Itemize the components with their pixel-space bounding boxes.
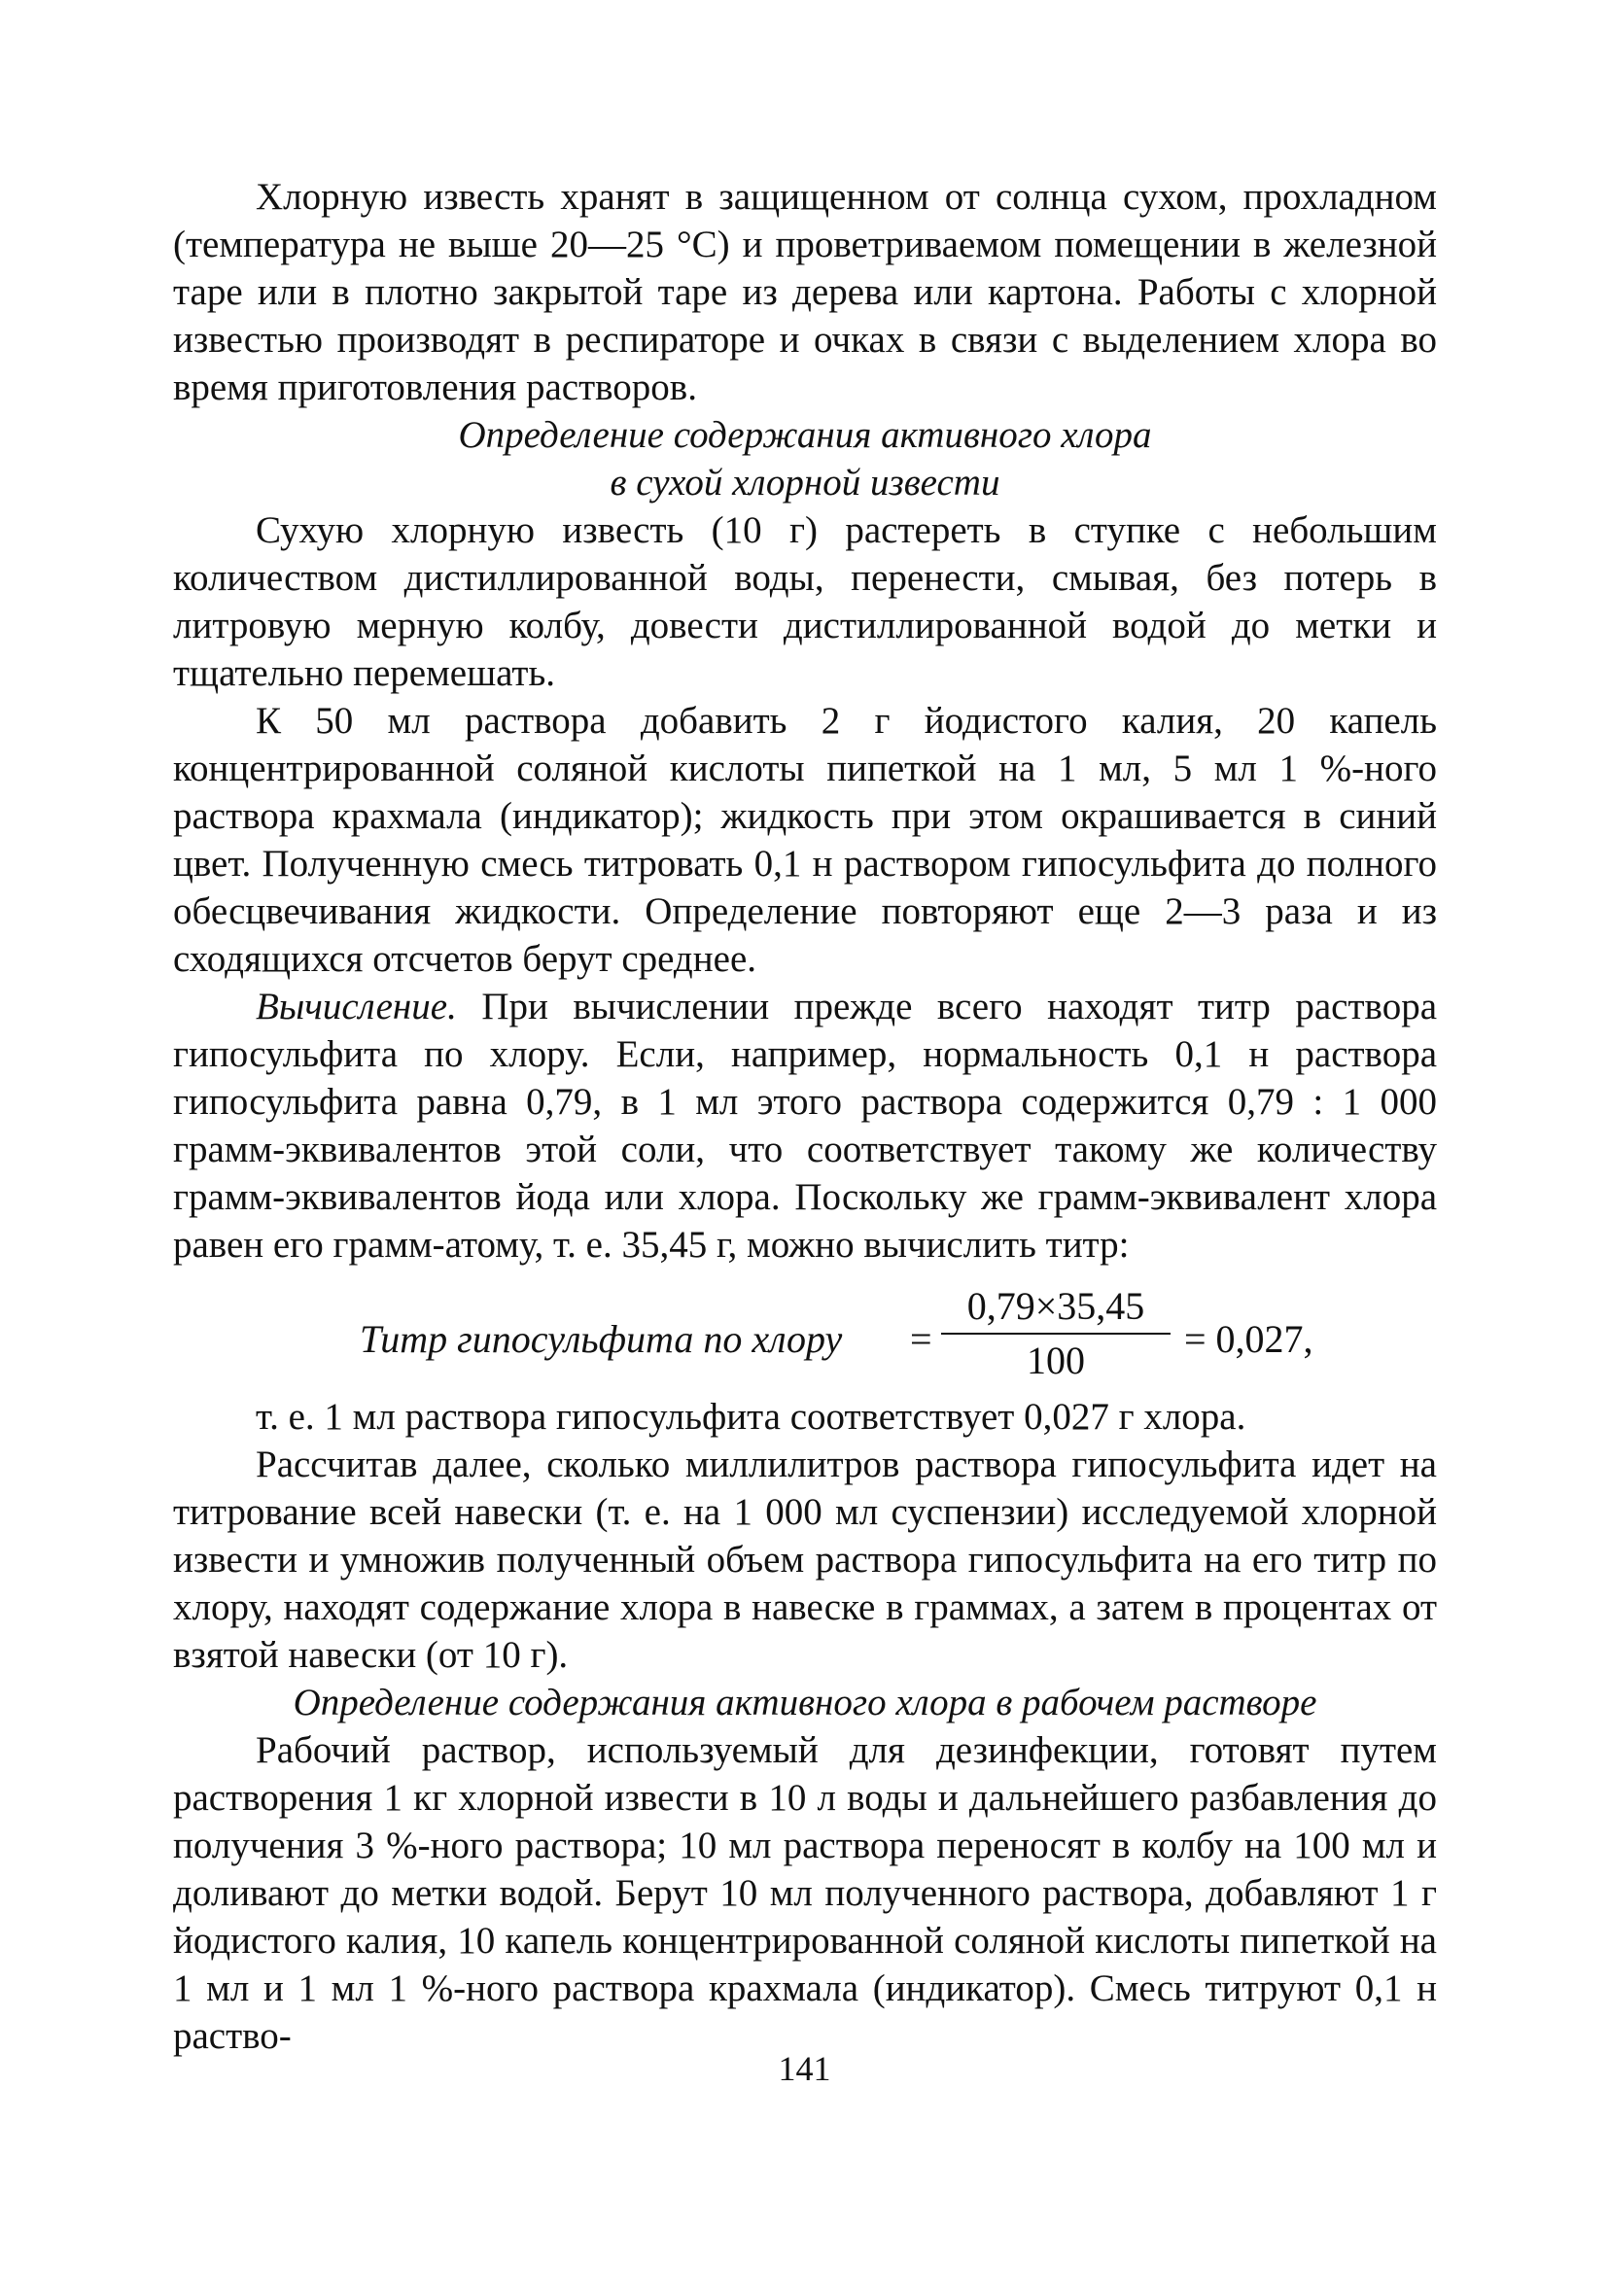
- page-body: [173, 173, 1437, 2060]
- section-heading-dry-lime-line1: Определение содержания активного хлора: [458, 414, 1152, 456]
- paragraph-titration: К 50 мл раствора добавить 2 г йодистого калия, 20 капель концентрированной соляной кислоты пипеткой на 1 мл, 5 мл 1 %-ного раствора крахмала (индикатор); жидкость при этом окрашивается в синий цвет. Полученную смесь титровать 0,1 н раствором гипосульфита до полного обесцвечивания жидкости. Определение повторяют еще 2—3 раза и из сходящихся отсчетов берут среднее.: [173, 700, 1437, 980]
- formula-denominator: 100: [1027, 1339, 1085, 1382]
- formula-result: = 0,027,: [1184, 1317, 1313, 1361]
- formula-fraction: [941, 1282, 1171, 1385]
- section-heading-working-solution: Определение содержания активного хлора в рабочем растворе: [293, 1682, 1317, 1723]
- paragraph-calculation: [173, 983, 1437, 1269]
- calculation-text: При вычислении прежде всего находят титр раствора гипосульфита по хлору. Если, например, нормальность 0,1 н раствора гипосульфита равна 0,79, в 1 мл этого раствора содержится 0,79 : 1 000 грамм-эквивалентов этой соли, что соответствует такому же количеству грамм-эквивалентов йода или хлора. Поскольку же грамм-эквивалент хлора равен его грамм-атому, т. е. 35,45 г, можно вычислить титр:: [173, 986, 1437, 1266]
- paragraph-storage: Хлорную известь хранят в защищенном от солнца сухом, прохладном (температура не выше 20—25 °С) и проветриваемом помещении в железной таре или в плотно закрытой таре из дерева или картона. Работы с хлорной известью производят в респираторе и очках в связи с выделением хлора во время приготовления растворов.: [173, 176, 1437, 408]
- paragraph-result: т. е. 1 мл раствора гипосульфита соответствует 0,027 г хлора.: [256, 1396, 1246, 1438]
- page-number: 141: [778, 2049, 831, 2088]
- paragraph-sample-prep: Сухую хлорную известь (10 г) растереть в ступке с небольшим количеством дистиллированной воды, перенести, смывая, без потерь в литровую мерную колбу, довести дистиллированной водой до метки и тщательно перемешать.: [173, 509, 1437, 694]
- fraction-bar: [941, 1333, 1171, 1335]
- paragraph-percent: Рассчитав далее, сколько миллилитров раствора гипосульфита идет на титрование всей навески (т. е. на 1 000 мл суспензии) исследуемой хлорной извести и умножив полученный объем раствора гипосульфита на его титр по хлору, находят содержание хлора в навеске в граммах, а затем в процентах от взятой навески (от 10 г).: [173, 1444, 1437, 1676]
- formula-numerator: 0,79×35,45: [966, 1284, 1145, 1328]
- titer-formula: [173, 1282, 1437, 1387]
- calculation-lead: Вычисление.: [256, 986, 457, 1027]
- formula-equals: =: [910, 1317, 932, 1361]
- paragraph-working-solution: Рабочий раствор, используемый для дезинфекции, готовят путем растворения 1 кг хлорной извести в 10 л воды и дальнейшего разбавления до получения 3 %-ного раствора; 10 мл раствора переносят в колбу на 100 мл и доливают до метки водой. Берут 10 мл полученного раствора, добавляют 1 г йодистого калия, 10 капель концентрированной соляной кислоты пипеткой на 1 мл и 1 мл 1 %-ного раствора крахмала (индикатор). Смесь титруют 0,1 н раство-: [173, 1729, 1437, 2057]
- formula-label: Титр гипосульфита по хлору: [360, 1317, 843, 1361]
- section-heading-dry-lime-line2: в сухой хлорной извести: [610, 462, 1000, 504]
